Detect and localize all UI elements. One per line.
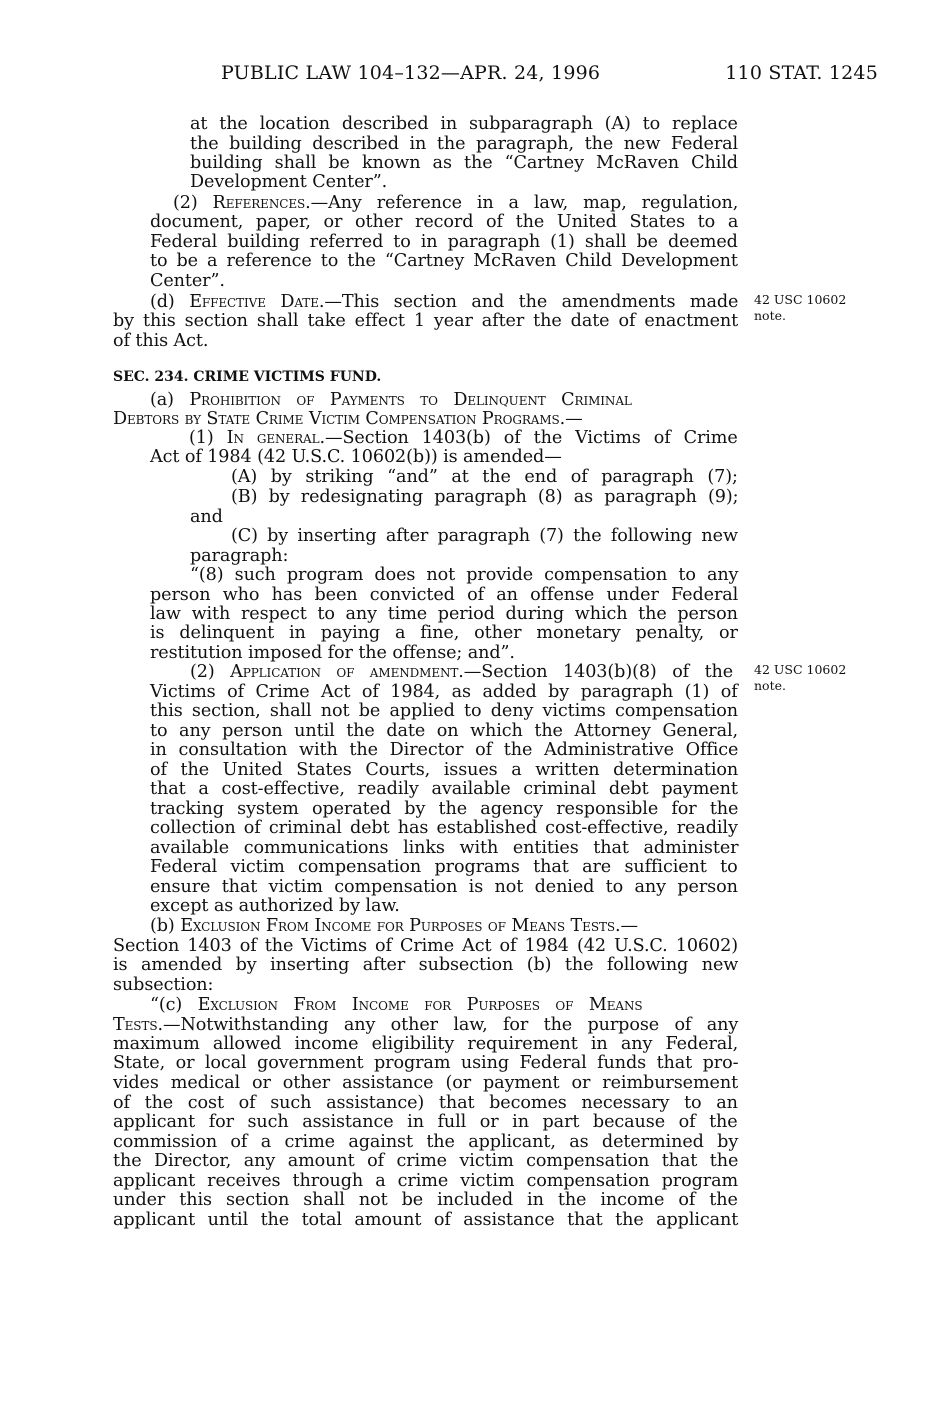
text-line [113, 1112, 738, 1132]
text-line [150, 721, 738, 741]
text-line [150, 271, 225, 291]
margin-note-suffix: note. [754, 678, 786, 693]
text-line [150, 838, 738, 858]
line-text: at the location described in subparagraph (A) to replace [190, 114, 738, 134]
text-line [113, 936, 738, 956]
text-line [190, 134, 738, 154]
line-heading: Tests [113, 1015, 158, 1035]
line-text: maximum allowed income eligibility requirement in any Federal, [113, 1034, 739, 1054]
text-line [150, 760, 738, 780]
line-prefix: (1) [189, 428, 227, 448]
line-text: and [190, 507, 223, 527]
line-text: (B) by redesignating paragraph (8) as paragraph (9); [231, 487, 739, 507]
line-text: .—This section and the amendments made [318, 292, 739, 312]
line-prefix: (2) [173, 193, 213, 213]
line-text: Victims of Crime Act of 1984, as added by paragraph (1) of [150, 682, 738, 702]
line-text: Development Center”. [190, 172, 388, 192]
line-text: SEC. 234. CRIME VICTIMS FUND. [113, 369, 382, 385]
text-line [150, 799, 738, 819]
line-text: person who has been convicted of an offense under Federal [150, 585, 739, 605]
line-prefix: (a) [150, 390, 190, 410]
header-title: PUBLIC LAW 104–132—APR. 24, 1996 [221, 62, 601, 84]
text-line [150, 740, 738, 760]
margin-note-usc [754, 292, 846, 324]
line-text: (C) by inserting after paragraph (7) the following new [231, 526, 738, 546]
line-heading: Effective Date [189, 292, 319, 312]
text-line [231, 467, 738, 487]
text-line [150, 818, 738, 838]
text-line [231, 526, 738, 546]
text-line [190, 662, 733, 682]
text-line [150, 877, 738, 897]
line-text: .— [614, 916, 638, 936]
line-text: to be a reference to the “Cartney McRaven Child Development [150, 251, 738, 271]
line-heading: Exclusion From Income for Purposes of Means [197, 995, 643, 1015]
line-text: Federal victim compensation programs that are sufficient to [150, 857, 738, 877]
line-text: by this section shall take effect 1 year after the date of enactment [113, 311, 739, 331]
text-line [113, 1132, 738, 1152]
text-line [113, 367, 381, 387]
line-text: collection of criminal debt has established cost-effective, readily [150, 818, 738, 838]
line-text: Center”. [150, 271, 225, 291]
text-line [231, 487, 738, 507]
line-prefix: (2) [190, 662, 231, 682]
line-text: Section 1403 of the Victims of Crime Act of 1984 (42 U.S.C. 10602) [113, 936, 738, 956]
line-text: of this Act. [113, 331, 209, 351]
text-line [150, 896, 400, 916]
line-text: .—Notwithstanding any other law, for the purpose of any [157, 1015, 739, 1035]
text-line [113, 311, 738, 331]
text-line [150, 604, 738, 624]
text-line [150, 701, 738, 721]
text-line [113, 1151, 738, 1171]
line-text: subsection: [113, 975, 214, 995]
line-text: of the United States Courts, issues a written determination [150, 760, 739, 780]
line-text: paragraph: [190, 546, 289, 566]
text-line [190, 153, 738, 173]
line-heading: Debtors by State Crime Victim Compensation Programs [113, 409, 560, 429]
line-text: .—Section 1403(b)(8) of the [458, 662, 734, 682]
text-line [190, 565, 738, 585]
line-text: building shall be known as the “Cartney McRaven Child [190, 153, 738, 173]
line-text: is amended by inserting after subsection (b) the following new [113, 955, 739, 975]
text-line [190, 546, 288, 566]
text-line [113, 1034, 738, 1054]
text-line [113, 331, 208, 351]
text-line [113, 1190, 738, 1210]
text-line [189, 428, 738, 448]
line-text: to any person until the date on which the Attorney General, [150, 721, 739, 741]
margin-note-citation: 42 USC 10602 [754, 292, 847, 307]
text-line [190, 507, 223, 527]
text-line [150, 251, 738, 271]
line-text: .—Any reference in a law, map, regulation, [305, 193, 739, 213]
header-stat-page: 110 STAT. 1245 [725, 62, 878, 84]
line-text: Federal building referred to in paragraph (1) shall be deemed [150, 232, 738, 252]
line-text: applicant for such assistance in full or in part because of the [113, 1112, 738, 1132]
margin-note-citation: 42 USC 10602 [754, 662, 847, 677]
text-line [150, 232, 738, 252]
text-line [190, 172, 387, 192]
text-line [150, 682, 738, 702]
text-line [113, 1171, 738, 1191]
text-line [113, 1053, 738, 1073]
line-text: ensure that victim compensation is not denied to any person [150, 877, 738, 897]
line-text: .— [559, 409, 583, 429]
line-text: applicant receives through a crime victim compensation program [113, 1171, 739, 1191]
line-text: “(8) such program does not provide compensation to any [190, 565, 739, 585]
text-line [113, 975, 213, 995]
text-line [113, 1093, 738, 1113]
text-line [173, 193, 738, 213]
margin-note-suffix: note. [754, 308, 786, 323]
line-prefix: (d) [150, 292, 190, 312]
text-line [150, 916, 638, 936]
text-line [150, 623, 738, 643]
line-text: .—Section 1403(b) of the Victims of Crime [319, 428, 738, 448]
line-text: available communications links with entities that administer [150, 838, 739, 858]
line-text: applicant until the total amount of assistance that the applicant [113, 1210, 739, 1230]
text-line [113, 409, 583, 429]
line-heading: Exclusion From Income for Purposes of Means Tests [180, 916, 615, 936]
text-line [150, 857, 738, 877]
text-line [150, 779, 738, 799]
text-line [113, 1210, 738, 1230]
line-text: (A) by striking “and” at the end of paragraph (7); [231, 467, 738, 487]
line-text: this section, shall not be applied to deny victims compensation [150, 701, 739, 721]
line-text: Act of 1984 (42 U.S.C. 10602(b)) is amended— [150, 447, 562, 467]
line-text: vides medical or other assistance (or payment or reimbursement [113, 1073, 739, 1093]
line-text: of the cost of such assistance) that becomes necessary to an [113, 1093, 738, 1113]
line-text: is delinquent in paying a fine, other monetary penalty, or [150, 623, 738, 643]
line-text: law with respect to any time period during which the person [150, 604, 738, 624]
margin-note-usc [754, 662, 846, 694]
line-heading: Prohibition of Payments to Delinquent Criminal [189, 390, 632, 410]
line-text: that a cost-effective, readily available criminal debt payment [150, 779, 738, 799]
text-line [150, 212, 738, 232]
text-line [113, 1015, 738, 1035]
line-text: commission of a crime against the applicant, as determined by [113, 1132, 739, 1152]
line-prefix: (b) [150, 916, 181, 936]
text-line [150, 995, 643, 1015]
line-text: in consultation with the Director of the Administrative Office [150, 740, 739, 760]
text-line [150, 390, 632, 410]
line-prefix: “(c) [150, 995, 198, 1015]
text-line [150, 447, 562, 467]
text-line [150, 643, 515, 663]
line-text: State, or local government program using Federal funds that pro- [113, 1053, 739, 1073]
text-line [190, 114, 738, 134]
text-line [150, 292, 738, 312]
line-text: except as authorized by law. [150, 896, 400, 916]
page-header [0, 62, 950, 90]
line-text: the building described in the paragraph, the new Federal [190, 134, 739, 154]
line-heading: References [212, 193, 306, 213]
line-text: document, paper, or other record of the United States to a [150, 212, 739, 232]
line-heading: Application of amendment [230, 662, 459, 682]
line-text: tracking system operated by the agency responsible for the [150, 799, 739, 819]
text-line [150, 585, 738, 605]
line-heading: In general [226, 428, 320, 448]
line-text: restitution imposed for the offense; and”. [150, 643, 515, 663]
text-line [113, 1073, 738, 1093]
line-text: under this section shall not be included in the income of the [113, 1190, 738, 1210]
text-line [113, 955, 738, 975]
line-text: the Director, any amount of crime victim compensation that the [113, 1151, 739, 1171]
